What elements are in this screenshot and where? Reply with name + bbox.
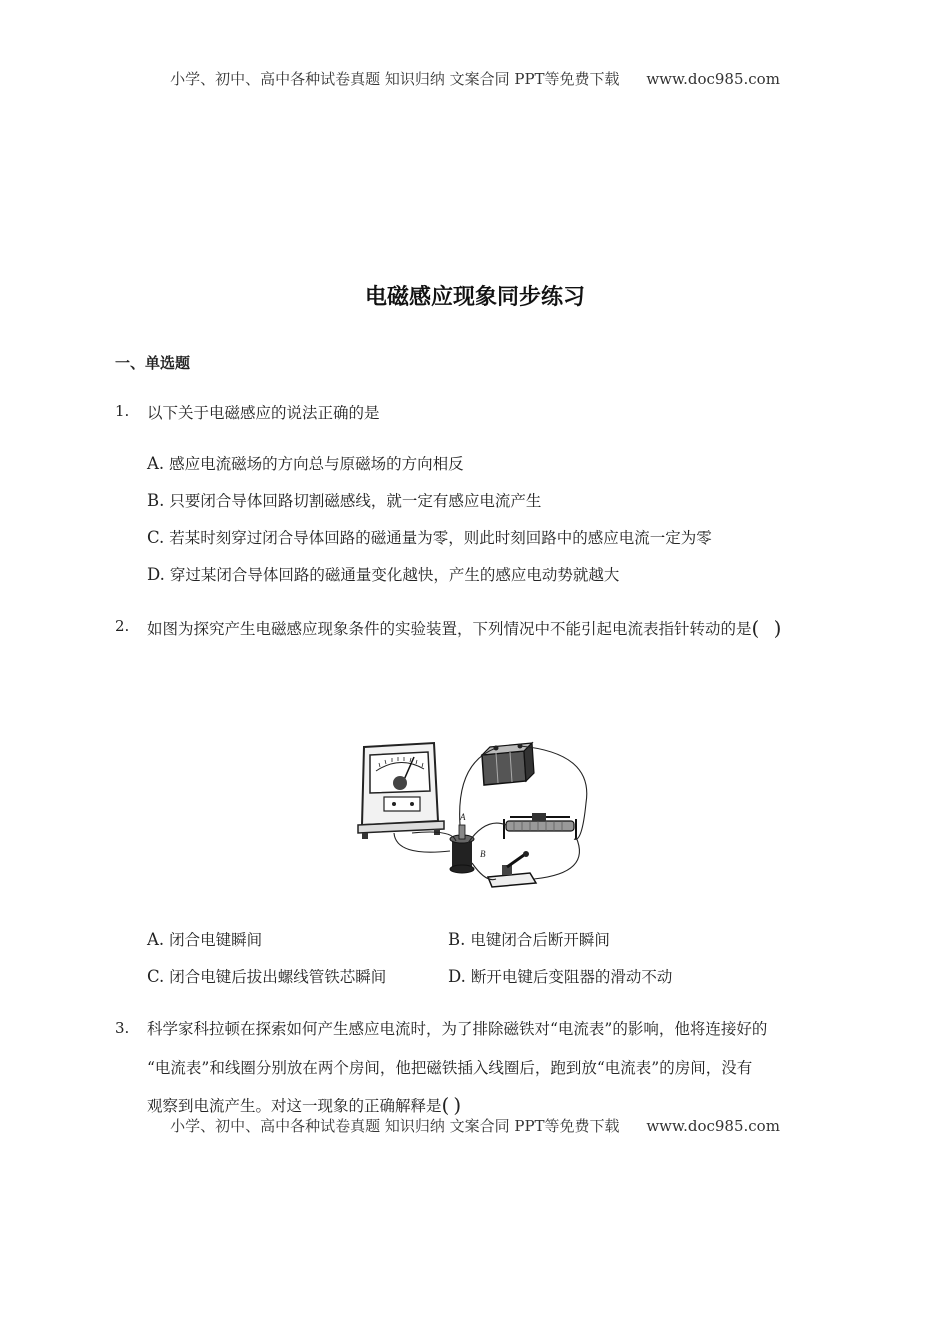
question-2-option-a bbox=[147, 928, 262, 950]
option-letter: A. bbox=[147, 454, 165, 473]
galvanometer-icon bbox=[358, 743, 444, 839]
header-text: 小学、初中、高中各种试卷真题 知识归纳 文案合同 PPT等免费下载 bbox=[170, 70, 620, 88]
question-1-number: 1. bbox=[115, 402, 130, 420]
page-title: 电磁感应现象同步练习 bbox=[364, 285, 585, 310]
question-1-option-d bbox=[147, 563, 619, 585]
option-letter: B. bbox=[448, 930, 466, 949]
answer-parenthesis: ( ) bbox=[751, 616, 786, 640]
question-3-line-3: 观察到电流产生。对这一现象的正确解释是 bbox=[147, 1097, 442, 1115]
question-1-stem: 以下关于电磁感应的说法正确的是 bbox=[147, 404, 380, 422]
question-2-option-d bbox=[448, 965, 672, 987]
question-1-option-c bbox=[147, 526, 712, 548]
question-2-stem-line bbox=[147, 615, 785, 639]
option-letter: C. bbox=[147, 528, 165, 547]
question-3-line-3-wrap bbox=[147, 1092, 465, 1116]
option-text: 若某时刻穿过闭合导体回路的磁通量为零，则此时刻回路中的感应电流一定为零 bbox=[169, 529, 712, 547]
option-letter: A. bbox=[147, 930, 165, 949]
page-header bbox=[0, 68, 950, 89]
option-text: 穿过某闭合导体回路的磁通量变化越快，产生的感应电动势就越大 bbox=[169, 566, 620, 584]
battery-icon bbox=[482, 743, 534, 785]
question-1-option-a bbox=[147, 452, 464, 474]
question-2-stem: 如图为探究产生电磁感应现象条件的实验装置，下列情况中不能引起电流表指针转动的是 bbox=[147, 620, 752, 638]
answer-parenthesis: () bbox=[441, 1093, 466, 1117]
option-letter: D. bbox=[448, 967, 466, 986]
option-text: 电键闭合后断开瞬间 bbox=[470, 931, 610, 949]
experiment-apparatus-figure bbox=[356, 733, 606, 893]
header-url: www.doc985.com bbox=[646, 70, 780, 88]
option-text: 断开电键后变阻器的滑动不动 bbox=[470, 968, 673, 986]
question-2-option-b bbox=[448, 928, 610, 950]
option-text: 感应电流磁场的方向总与原磁场的方向相反 bbox=[169, 455, 464, 473]
question-1-option-b bbox=[147, 489, 541, 511]
footer-url: www.doc985.com bbox=[646, 1117, 780, 1135]
option-letter: D. bbox=[147, 565, 165, 584]
option-letter: B. bbox=[147, 491, 165, 510]
coil-terminal-a-label: A bbox=[460, 812, 466, 822]
coil-icon bbox=[450, 825, 474, 873]
question-2-number: 2. bbox=[115, 617, 130, 635]
question-3-number: 3. bbox=[115, 1019, 130, 1037]
section-heading: 一、单选题 bbox=[115, 354, 191, 372]
question-2-option-c bbox=[147, 965, 386, 987]
option-text: 闭合电键后拔出螺线管铁芯瞬间 bbox=[169, 968, 387, 986]
footer-text: 小学、初中、高中各种试卷真题 知识归纳 文案合同 PPT等免费下载 bbox=[170, 1117, 620, 1135]
switch-icon bbox=[488, 851, 536, 887]
question-3-line-2: “电流表”和线圈分别放在两个房间，他把磁铁插入线圈后，跑到放“电流表”的房间，没有 bbox=[147, 1059, 753, 1077]
rheostat-icon bbox=[504, 813, 576, 839]
page-footer bbox=[0, 1115, 950, 1136]
coil-terminal-b-label: B bbox=[480, 849, 486, 859]
option-text: 只要闭合导体回路切割磁感线，就一定有感应电流产生 bbox=[169, 492, 542, 510]
option-text: 闭合电键瞬间 bbox=[169, 931, 263, 949]
option-letter: C. bbox=[147, 967, 165, 986]
question-3-line-1: 科学家科拉顿在探索如何产生感应电流时，为了排除磁铁对“电流表”的影响，他将连接好的 bbox=[147, 1020, 768, 1038]
